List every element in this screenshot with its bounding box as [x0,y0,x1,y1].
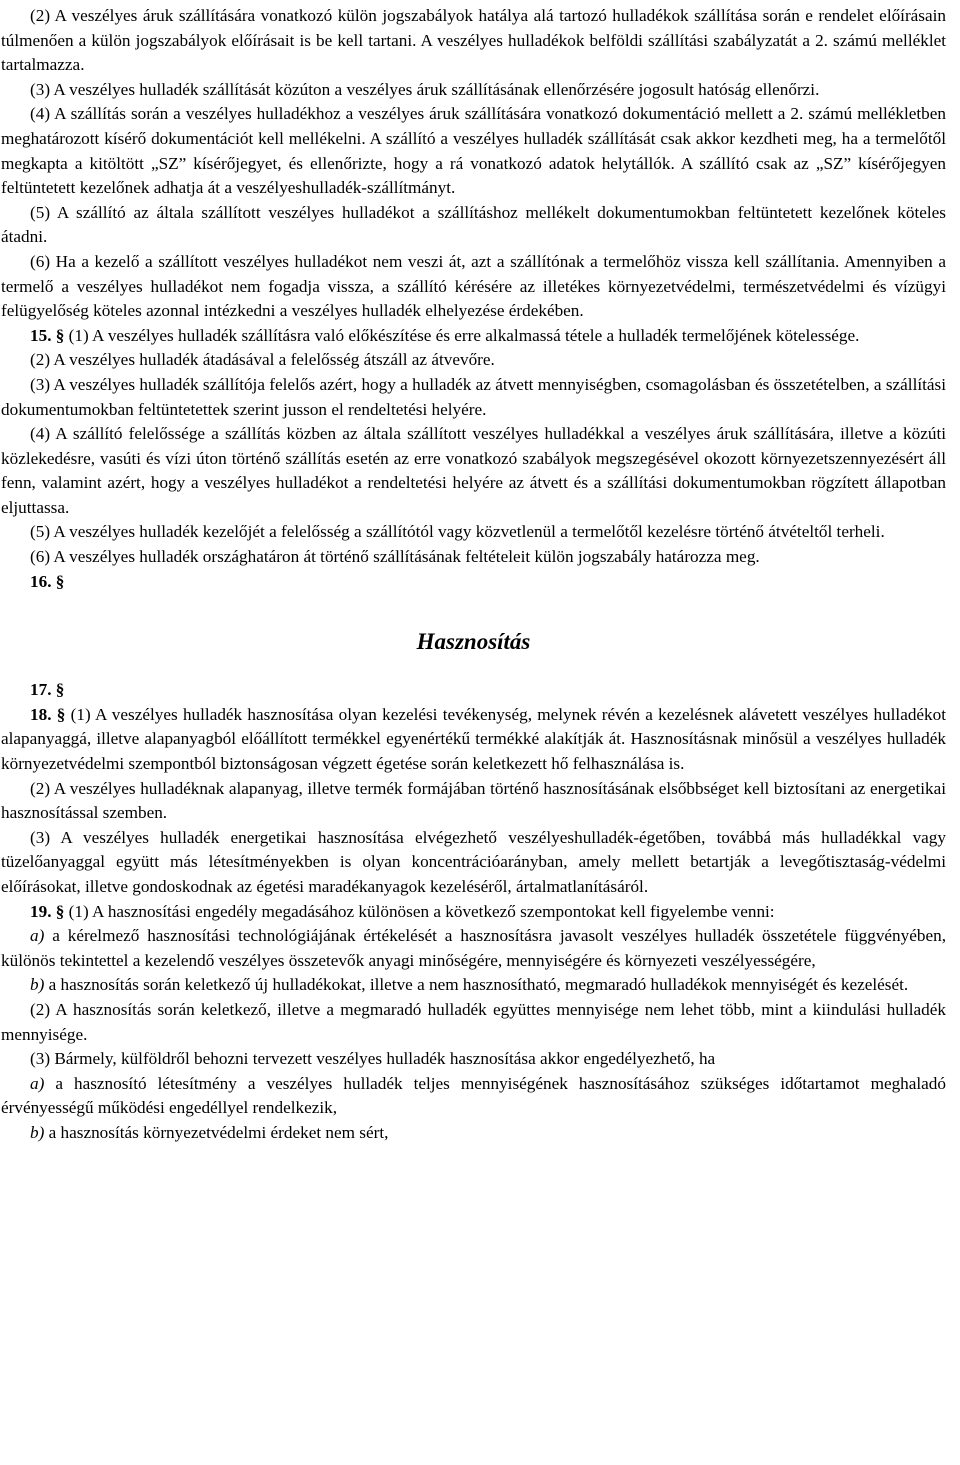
section-18-number: 18. [30,704,52,724]
section-18-paragraph-1 [1,703,946,777]
section-17-sign[interactable]: § [55,680,65,700]
section-15-number: 15. [30,325,52,345]
section-15-paragraph-1-text: (1) A veszélyes hulladék szállításra való előkészítése és erre alkalmassá tétele a hulladék termelőjének kötelessége. [68,325,860,345]
paragraph-15-6: (6) A veszélyes hulladék országhatáron át történő szállításának feltételeit külön jogszabály határozza meg. [30,547,760,567]
point-19-3-a-label: a) [30,1073,45,1093]
point-19-1-b-text: a hasznosítás során keletkező új hulladékokat, illetve a nem hasznosítható, megmaradó hulladékok mennyiségét és kezelését. [48,975,909,995]
point-19-1-a [1,924,946,973]
section-16-sign[interactable]: § [55,571,65,591]
point-19-1-a-text: a kérelmező hasznosítási technológiájának értékelését a hasznosításra javasolt veszélyes hulladék összetétele függvényében, különös tekintettel a kezelendő veszélyes összetevők anyagi minőségére, mennyiségére és környezeti veszélyességére, [1,926,946,970]
paragraph-14-3: (3) A veszélyes hulladék szállítását közúton a veszélyes áruk szállításának ellenőrzésére jogosult hatóság ellenőrzi. [30,79,820,99]
section-18-sign[interactable]: § [56,704,66,724]
point-19-1-a-label: a) [30,926,45,946]
paragraph-18-2: (2) A veszélyes hulladéknak alapanyag, illetve termék formájában történő hasznosításának elsőbbséget kell biztosítani az energetikai hasznosítással szemben. [1,778,946,823]
paragraph-18-3: (3) A veszélyes hulladék energetikai hasznosítása elvégezhető veszélyeshulladék-égetőben, továbbá más hulladékkal vagy tüzelőanyaggal együtt más létesítményekben is olyan koncentrációarányban, amely mellett betartják a levegőtisztaság-védelmi előírásokat, illetve gondoskodnak az égetési maradékanyagok kezeléséről, ártalmatlanításáról. [1,827,946,896]
point-19-3-a [1,1072,946,1121]
paragraph-14-5: (5) A szállító az általa szállított veszélyes hulladékot a szállításhoz mellékelt dokumentumokban feltüntetett kezelőnek köteles átadni. [1,202,946,247]
paragraph-15-5: (5) A veszélyes hulladék kezelőjét a felelősség a szállítótól vagy közvetlenül a termelőtől kezelésre történő átvételtől terheli. [30,522,885,542]
section-16 [1,570,946,595]
section-19-sign[interactable]: § [55,901,65,921]
point-19-3-b-label: b) [30,1122,45,1142]
paragraph-15-4: (4) A szállító felelőssége a szállítás közben az általa szállított veszélyes hulladékkal a veszélyes áruk szállítására, illetve a közúti közlekedésre, vasúti és vízi úton történő szállítás esetén az erre vonatkozó szabályok megszegésével okozott környezetszennyezésért áll fenn, valamint azért, hogy a veszélyes hulladékot a rendeltetési helyére az átvett és a szállítási dokumentumokban rögzített állapotban eljuttassa. [1,424,946,517]
paragraph-14-4: (4) A szállítás során a veszélyes hulladékhoz a veszélyes áruk szállítására vonatkozó dokumentáció mellett a 2. számú mellékletben meghatározott kísérő dokumentációt kell mellékelni. A szállító a veszélyes hulladék szállítását csak akkor kezdheti meg, ha a termelőtől megkapta a kitöltött „SZ” kísérőjegyet, és ellenőrizte, hogy a rá vonatkozó adatok helytállók. A szállító csak az „SZ” kísérőjegyen feltüntetett kezelőnek adhatja át a veszélyeshulladék-szállítmányt. [1,104,946,198]
point-19-3-b-text: a hasznosítás környezetvédelmi érdeket nem sért, [48,1122,389,1142]
point-19-1-b [1,973,946,998]
section-heading-hasznositas: Hasznosítás [416,629,531,655]
paragraph-14-6: (6) Ha a kezelő a szállított veszélyes hulladékot nem veszi át, azt a szállítónak a termelőhöz vissza kell szállítania. Amennyiben a termelő a veszélyes hulladékot nem fogadja vissza, a szállító kérésére az illetékes környezetvédelmi, természetvédelmi és vízügyi felügyelőség köteles azonnal intézkedni a veszélyes hulladék elhelyezése érdekében. [1,251,946,321]
section-17 [1,678,946,703]
section-18-paragraph-1-text: (1) A veszélyes hulladék hasznosítása olyan kezelési tevékenység, melynek révén a kezelésnek alávetett veszélyes hulladékot alapanyaggá, illetve alapanyagból előállított termékkel egyenértékű termékké alakítják át. Hasznosításnak minősül a veszélyes hulladék környezetvédelmi szempontból biztonságosan végzett égetése során keletkezett hő felhasználása is. [1,704,947,774]
section-15-paragraph-1 [1,324,946,349]
paragraph-19-3: (3) Bármely, külföldről behozni tervezett veszélyes hulladék hasznosítása akkor engedélyezhető, ha [30,1049,716,1069]
paragraph-19-2: (2) A hasznosítás során keletkező, illetve a megmaradó hulladék együttes mennyisége nem lehet több, mint a kiindulási hulladék mennyisége. [1,999,946,1044]
point-19-3-a-text: a hasznosító létesítmény a veszélyes hulladék teljes mennyiségének hasznosításához szükséges időtartamot meghaladó érvényességű működési engedéllyel rendelkezik, [1,1073,946,1118]
section-16-number: 16. [30,571,52,591]
paragraph-15-3: (3) A veszélyes hulladék szállítója felelős azért, hogy a hulladék az átvett mennyiségben, csomagolásban és összetételben, a szállítási dokumentumokban feltüntetettek szerint jusson el rendeltetési helyére. [1,374,946,419]
point-19-1-b-label: b) [30,975,45,995]
point-19-3-b [1,1121,946,1146]
section-19-number: 19. [30,901,52,921]
paragraph-14-2: (2) A veszélyes áruk szállítására vonatkozó külön jogszabályok hatálya alá tartozó hulladékok szállítása során e rendelet előírásain túlmenően a külön jogszabályok előírásait is be kell tartani. A veszélyes hulladékok belföldi szállítási szabályzatát a 2. számú melléklet tartalmazza. [1,6,946,75]
section-17-number: 17. [30,680,52,700]
section-19-paragraph-1 [1,900,946,925]
section-15-sign[interactable]: § [55,325,65,345]
paragraph-15-2: (2) A veszélyes hulladék átadásával a felelősség átszáll az átvevőre. [30,350,495,370]
section-19-paragraph-1-text: (1) A hasznosítási engedély megadásához különösen a következő szempontokat kell figyelembe venni: [68,901,775,921]
